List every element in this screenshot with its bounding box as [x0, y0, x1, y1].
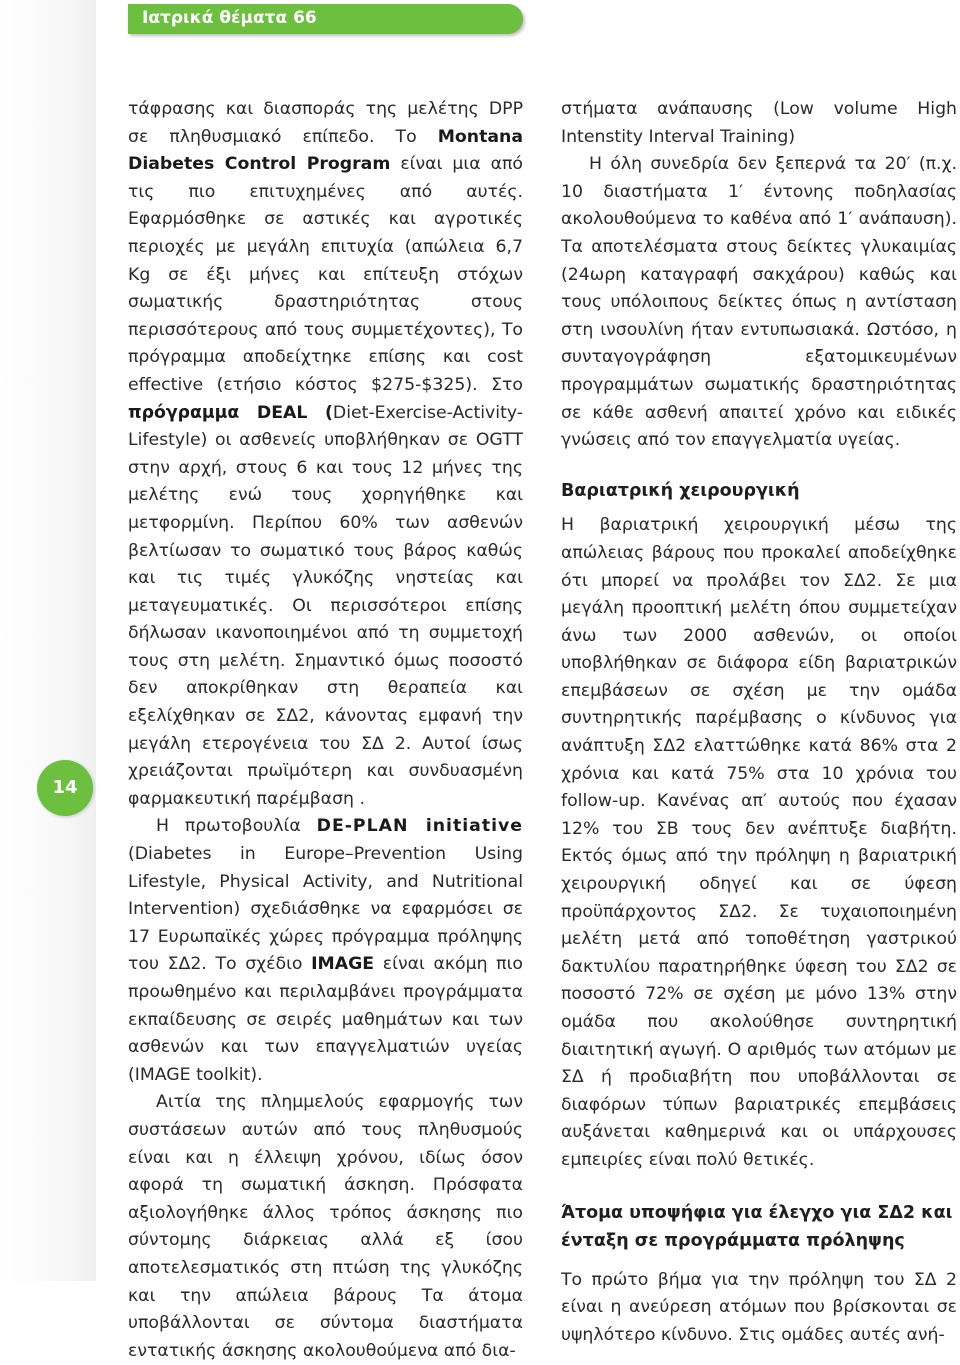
paragraph-bariatric: Η βαριατρική χειρουργική μέσω της απώλειας βάρους που προκαλεί αποδείχθηκε ότι μπορεί να προλάβει τον ΣΔ2. Σε μια μεγάλη προοπτική μελέτη όπου συμμετείχαν άνω των 2000 ασθενών, οι οποίοι υποβλήθηκαν σε διάφορα είδη βαριατρικών επεμβάσεων σε σχέση με την ομάδα συντηρητικής παρέμβασης ο κίνδυνος για ανάπτυξη ΣΔ2 ελαττώθηκε κατά 86% στα 2 χρόνια και κατά 75% στα 10 χρόνια του follow-up. Κανένας απ′ αυτούς που έχασαν 12% του ΣΒ τους δεν ανέπτυξε διαβήτη. Εκτός όμως από την πρόληψη η βαριατρική χειρουργική οδηγεί και σε ύφεση προϋπάρχοντος ΣΔ2. Σε τυχαιοποιημένη μελέτη μετά από τοποθέτηση γαστρικού δακτυλίου παρατηρήθηκε ύφεση του ΣΔ2 σε ποσοστό 72% σε σχέση με μόνο 13% στην ομάδα που ακολούθησε συντηρητική διαιτητική αγωγή. Ο αριθμός των ατόμων με ΣΔ ή προδιαβήτη που υποβάλλονται σε διαφόρων τύπων βαριατρικές επεμβάσεις αυξάνεται καθημερινά και οι υπάρχουσες εμπειρίες είναι πολύ θετικές. [561, 515, 957, 1170]
paragraph-session: Η όλη συνεδρία δεν ξεπερνά τα 20′ (π.χ. 10 διαστήματα 1′ έντονης ποδηλασίας ακολουθούμενα το καθένα από 1′ ανάπαυση). Τα αποτελέσματα στους δείκτες γλυκαιμίας (24ωρη καταγραφή σακχάρου) καθώς και τους υπόλοιπους δείκτες όπως η αντίσταση στη ινσουλίνη ήταν εντυπωσιακά. Ωστόσο, η συνταγογράφηση εξατομικευμένων προγραμμάτων σωματικής δραστηριότητας σε κάθε ασθενή απαιτεί χρόνο και ειδικές γνώσεις από τον επαγγελματία υγείας. [561, 154, 957, 451]
right-column [561, 96, 957, 1349]
paragraph-programs: τάφρασης και διασποράς της μελέτης DPP σε πληθυσμιακό επίπεδο. Το Montana Diabetes Control Program είναι μια από τις πιο επιτυχημένες από αυτές. Εφαρμόσθηκε σε αστικές και αγροτικές περιοχές με μεγάλη επιτυχία (απώλεια 6,7 Kg σε έξι μήνες και επίτευξη στόχων σωματικής δραστηριότητας στους περισσότερους από τους συμμετέχοντες), Το πρόγραμμα αποδείχτηκε επίσης και cost effective (ετήσιο κόστος $275-$325). Στο πρόγραμμα DEAL (Diet-Exercise-Activity-Lifestyle) οι ασθενείς υποβλήθηκαν σε OGTT στην αρχή, στους 6 και τους 12 μήνες της μελέτης ενώ τους χορηγήθηκε και μετφορμίνη. Περίπου 60% των ασθενών βελτίωσαν το σωματικό τους βάρος καθώς και τις τιμές γλυκόζης νηστείας και μεταγευματικές. Οι περισσότεροι επίσης δήλωσαν ικανοποιημένοι από τη συμμετοχή τους στη μελέτη. Σημαντικό όμως ποσοστό δεν αποκρίθηκαν στη θεραπεία και εξελίχθηκαν σε ΣΔ2, κάνοντας εμφανή την μεγάλη ετερογένεια του ΣΔ 2. Αυτοί ίσως χρειάζονται πρωϊμότερη και συνδυασμένη φαρμακευτική παρέμβαση . [128, 99, 523, 809]
image-project-name: IMAGE [311, 954, 375, 975]
running-header [128, 4, 523, 34]
page-margin-stripe [0, 0, 96, 1281]
left-column [128, 96, 523, 1365]
journal-title: Ιατρικά θέματα 66 [142, 8, 317, 28]
deplan-initiative-name: DE-PLAN initiative [316, 816, 523, 837]
page-number-badge: 14 [37, 760, 93, 816]
paragraph-exercise: Αιτία της πλημμελούς εφαρμογής των συστάσεων αυτών από τους πληθυσμούς είναι και η έλλειψη χρόνου, ιδίως όσον αφορά τη σωματική άσκηση. Πρόσφατα αξιολογήθηκε άλλος τρόπος άσκησης πιο σύντομης διάρκειας αλλά εξ ίσου αποτελεσματικός στη πτώση της γλυκόζης και την απώλεια βάρους Τα άτομα υποβάλλονται σε σύντομα διαστήματα εντατικής άσκησης ακολουθούμενα από δια- [128, 1092, 523, 1361]
paragraph-hiit: στήματα ανάπαυσης (Low volume High Intenstity Interval Training) [561, 99, 957, 147]
deal-program-name: πρόγραμμα DEAL ( [128, 402, 333, 423]
paragraph-first-step: Το πρώτο βήμα για την πρόληψη του ΣΔ 2 είναι η ανεύρεση ατόμων που βρίσκονται σε υψηλότερο κίνδυνο. Στις ομάδες αυτές ανή- [561, 1269, 957, 1345]
section-heading-bariatric: Βαριατρική χειρουργική [561, 480, 800, 501]
paragraph-deplan: Η πρωτοβουλία DE-PLAN initiative (Diabetes in Europe–Prevention Using Lifestyle, Physical Activity, and Nutritional Intervention) σχεδιάσθηκε να εφαρμόσει σε 17 Ευρωπαϊκές χώρες πρόγραμμα πρόληψης του ΣΔ2. Το σχέδιο IMAGE είναι ακόμη πιο προωθημένο και περιλαμβάνει προγράμματα εκπαίδευσης σε σειρές μαθημάτων και των ασθενών και των επαγγελματιών υγείας (IMAGE toolkit). [128, 816, 524, 1085]
section-heading-candidates: Άτομα υποψήφια για έλεγχο για ΣΔ2 και ένταξη σε προγράμματα πρόληψης [561, 1202, 953, 1251]
montana-program-name: Montana Diabetes Control Program [128, 126, 523, 175]
